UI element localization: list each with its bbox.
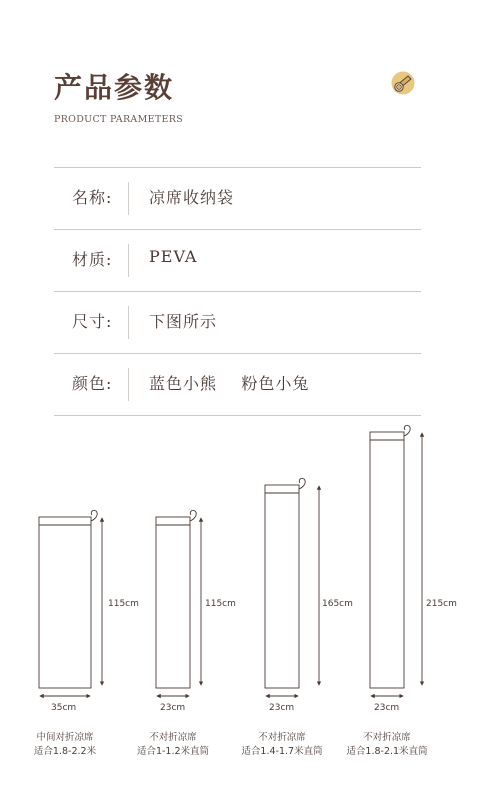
- page-title: 产品参数: [54, 71, 175, 104]
- bag-2-caption: [123, 731, 223, 759]
- bag-4-caption: [337, 731, 437, 759]
- caption-line: 适合1.8-2.2米: [33, 746, 97, 757]
- param-value: PEVA: [149, 247, 198, 266]
- param-label: 材质:: [72, 250, 113, 269]
- bag-2-height-label: 115cm: [205, 599, 236, 609]
- param-value: 下图所示: [149, 312, 218, 331]
- bag-3-height-label: 165cm: [322, 599, 353, 609]
- bag-4-outline: [370, 425, 422, 696]
- caption-line: 适合1.4-1.7米直筒: [241, 746, 323, 757]
- caption-line: 中间对折凉席: [36, 732, 94, 743]
- bag-1-caption: [15, 731, 115, 759]
- bag-3-caption: [232, 731, 332, 759]
- param-value: 凉席收纳袋: [149, 188, 235, 207]
- bag-1-outline: [39, 510, 102, 696]
- bag-4-width-label: 23cm: [374, 703, 400, 713]
- bag-4-height-label: 215cm: [426, 599, 457, 609]
- caption-line: 适合1-1.2米直筒: [136, 746, 210, 757]
- bag-3-width-label: 23cm: [269, 703, 295, 713]
- bag-3-outline: [265, 478, 319, 696]
- bag-1-width-label: 35cm: [51, 703, 77, 713]
- bag-1-height-label: 115cm: [108, 599, 139, 609]
- param-label: 尺寸:: [72, 312, 113, 331]
- caption-line: 适合1.8-2.1米直筒: [346, 746, 428, 757]
- page-subtitle: PRODUCT PARAMETERS: [54, 114, 183, 125]
- bag-2-width-label: 23cm: [160, 703, 186, 713]
- caption-line: 不对折凉席: [149, 732, 197, 743]
- caption-line: 不对折凉席: [363, 732, 411, 743]
- param-label: 颜色:: [72, 374, 113, 393]
- param-value: 蓝色小熊 粉色小兔: [149, 374, 310, 393]
- param-label: 名称:: [72, 188, 113, 207]
- caption-line: 不对折凉席: [258, 732, 306, 743]
- bag-2-outline: [156, 510, 201, 696]
